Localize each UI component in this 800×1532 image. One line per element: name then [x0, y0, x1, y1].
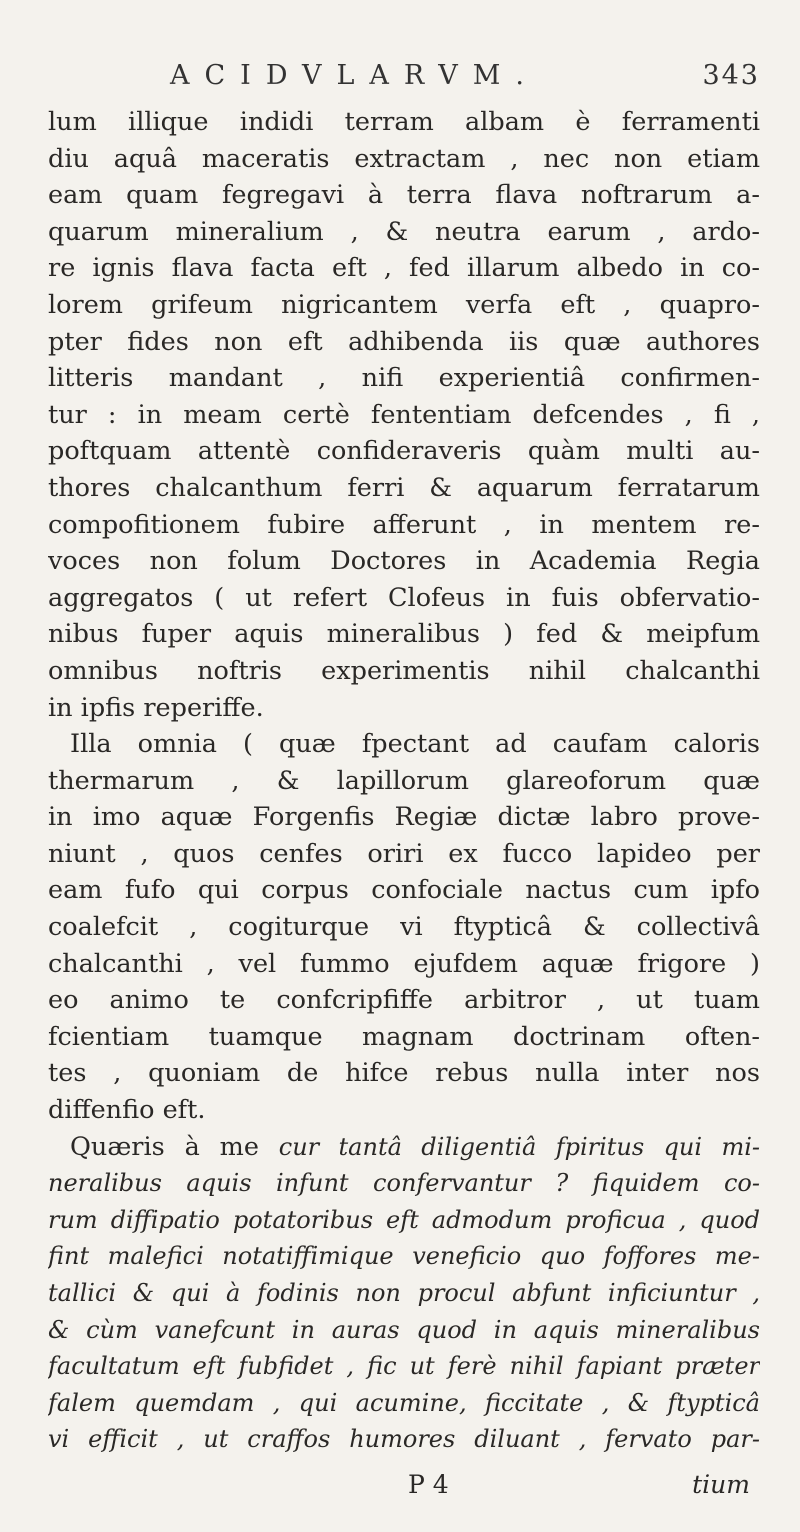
text-line: in ipfis reperiffe. — [48, 692, 264, 723]
text-line: thores chalcanthum ferri & aquarum ferratarum — [48, 472, 760, 503]
text-line: compofitionem fubire afferunt , in mentem re- — [48, 509, 760, 540]
text-line: tur : in meam certè fententiam defcendes , fi , — [48, 399, 760, 430]
text-line — [48, 1129, 760, 1166]
text-line: falem quemdam , qui acumine, ficcitate , & ftypticâ — [48, 1388, 760, 1417]
paragraph-2 — [48, 726, 760, 1129]
signature-mark: P 4 — [408, 1470, 449, 1499]
text-line: quarum mineralium , & neutra earum , ardo- — [48, 216, 760, 247]
text-line: poftquam attentè confideraveris quàm multi au- — [48, 436, 760, 467]
text-line: diffenfio eft. — [48, 1095, 206, 1126]
catchword: tium — [692, 1470, 750, 1499]
body-text — [48, 104, 760, 1458]
text-line: rum diffipatio potatoribus eft admodum proficua , quod — [48, 1205, 760, 1234]
text-line: lorem grifeum nigricantem verfa eft , quapro- — [48, 289, 760, 320]
text-line: re ignis flava facta eft , fed illarum albedo in co- — [48, 253, 760, 284]
text-line: nibus fuper aquis mineralibus ) fed & meipfum — [48, 619, 760, 650]
text-line: vi efficit , ut craffos humores diluant , fervato par- — [48, 1425, 760, 1454]
p3-roman-lead: Quæris à me — [70, 1131, 259, 1162]
text-line: aggregatos ( ut refert Clofeus in fuis obfervatio- — [48, 582, 760, 613]
text-line: diu aquâ maceratis extractam , nec non etiam — [48, 143, 760, 174]
paragraph-1 — [48, 104, 760, 726]
text-line: Illa omnia ( quæ fpectant ad caufam caloris — [70, 729, 760, 760]
text-line: eo animo te confcripfiffe arbitror , ut tuam — [48, 985, 760, 1016]
page-footer — [48, 1470, 760, 1510]
text-line: eam quam fegregavi à terra flava noftrarum a- — [48, 180, 760, 211]
text-line: niunt , quos cenfes oriri ex fucco lapideo per — [48, 838, 760, 869]
text-line: coalefcit , cogiturque vi ftypticâ & collectivâ — [48, 912, 760, 943]
text-line: fint malefici notatiffimique veneficio quo foffores me- — [48, 1242, 760, 1271]
text-line: eam fufo qui corpus confociale nactus cum ipfo — [48, 875, 760, 906]
text-line: pter fides non eft adhibenda iis quæ authores — [48, 326, 760, 357]
text-line: tallici & qui à fodinis non procul abfunt inficiuntur , — [48, 1279, 760, 1307]
page-number: 343 — [702, 60, 760, 91]
text-line: thermarum , & lapillorum glareoforum quæ — [48, 765, 760, 796]
paragraph-3 — [48, 1129, 760, 1458]
text-line: lum illique indidi terram albam è ferramenti — [48, 107, 760, 137]
text-line: litteris mandant , nifi experientiâ confirmen- — [48, 363, 760, 394]
p3-italic-lead: cur tantâ diligentiâ fpiritus qui mi- — [278, 1132, 760, 1161]
text-line: tes , quoniam de hifce rebus nulla inter nos — [48, 1058, 760, 1089]
text-line: voces non folum Doctores in Academia Regia — [48, 546, 760, 577]
running-head — [170, 60, 760, 100]
text-line: chalcanthi , vel fummo ejufdem aquæ frigore ) — [48, 948, 760, 979]
text-line: in imo aquæ Forgenfis Regiæ dictæ labro prove- — [48, 802, 760, 833]
text-line: neralibus aquis infunt confervantur ? fiquidem co- — [48, 1169, 760, 1198]
text-line: facultatum eft fubfidet , fic ut ferè nihil fapiant præter — [48, 1352, 760, 1381]
text-line: omnibus noftris experimentis nihil chalcanthi — [48, 655, 760, 686]
running-title: ACIDVLARVM. — [170, 60, 540, 91]
text-line: fcientiam tuamque magnam doctrinam often- — [48, 1021, 760, 1052]
text-line: & cùm vanefcunt in auras quod in aquis mineralibus — [48, 1315, 760, 1344]
